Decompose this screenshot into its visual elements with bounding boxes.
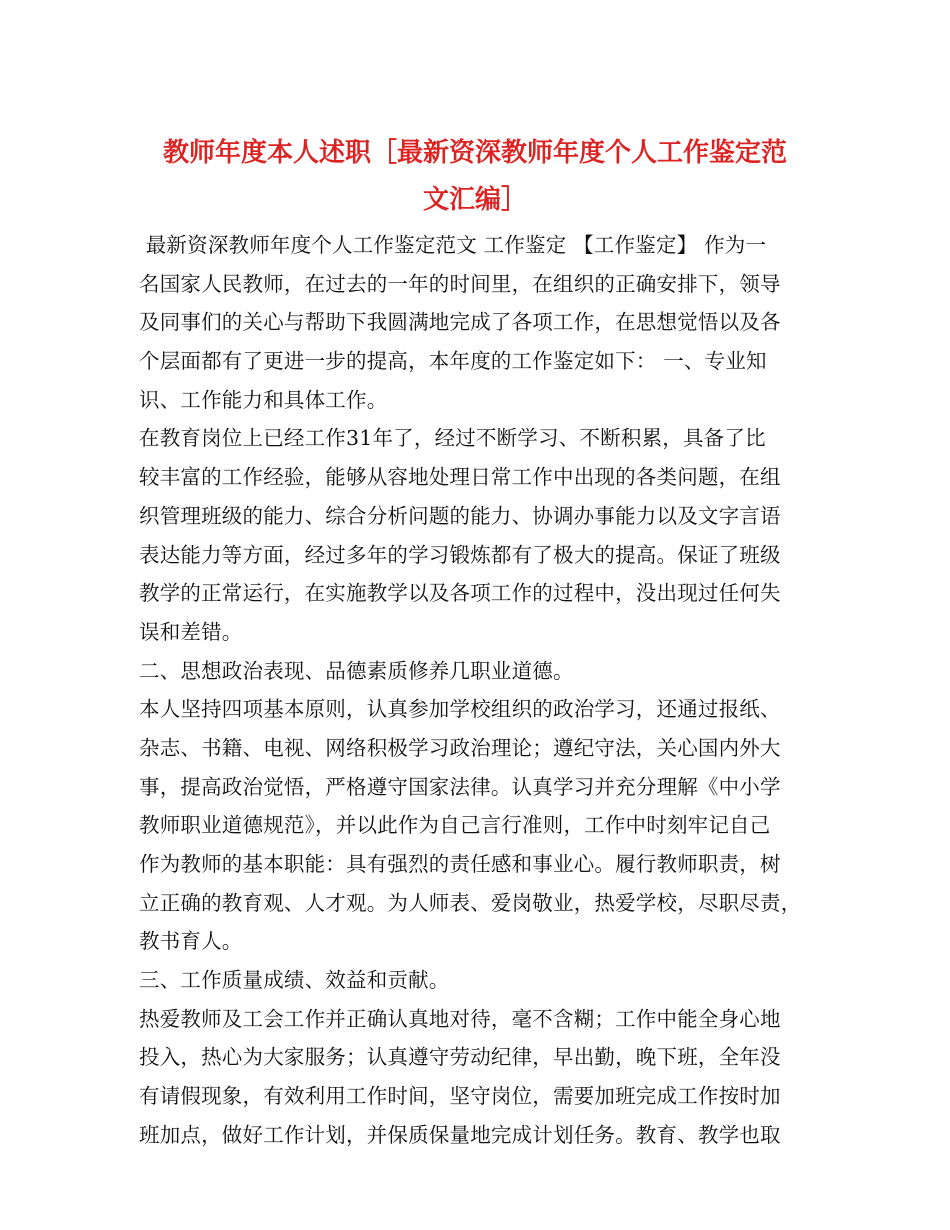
text-line: 热爱教师及工会工作并正确认真地对待，毫不含糊；工作中能全身心地	[139, 1006, 781, 1031]
section-heading-3	[139, 961, 819, 1000]
text-line: 及同事们的关心与帮助下我圆满地完成了各项工作，在思想觉悟以及各	[139, 310, 781, 335]
text-line: 作为教师的基本职能：具有强烈的责任感和事业心。履行教师职责，树	[139, 852, 781, 876]
paragraph-political	[139, 690, 819, 961]
text-line: 教书育人。	[139, 929, 243, 954]
text-line: 杂志、书籍、电视、网络积极学习政治理论；遵纪守法，关心国内外大	[139, 735, 781, 760]
paragraph-experience	[139, 419, 819, 651]
text-line: 名国家人民教师，在过去的一年的时间里，在组织的正确安排下，领导	[139, 271, 781, 296]
text-line: 最新资深教师年度个人工作鉴定范文 工作鉴定 【工作鉴定】 作为一	[139, 233, 767, 257]
text-line: 较丰富的工作经验，能够从容地处理日常工作中出现的各类问题，在组	[139, 465, 781, 490]
paragraph-work-quality	[139, 1000, 819, 1155]
text-line: 二、思想政治表现、品德素质修养几职业道德。	[139, 658, 574, 683]
text-line: 班加点，做好工作计划，并保质保量地完成计划任务。教育、教学也取	[139, 1122, 781, 1147]
text-line: 教师职业道德规范》，并以此作为自己言行准则，工作中时刻牢记自己	[139, 813, 771, 838]
text-line: 在教育岗位上已经工作31年了，经过不断学习、不断积累，具备了比	[139, 426, 766, 451]
text-line: 织管理班级的能力、综合分析问题的能力、协调办事能力以及文字言语	[139, 503, 781, 528]
text-line: 立正确的教育观、人才观。为人师表、爱岗敬业，热爱学校，尽职尽责，	[139, 890, 802, 915]
text-line: 识、工作能力和具体工作。	[139, 387, 388, 412]
paragraph-intro	[139, 226, 819, 419]
document-title-line-1: 教师年度本人述职［最新资深教师年度个人工作鉴定范	[162, 138, 787, 168]
text-line: 事，提高政治觉悟，严格遵守国家法律。认真学习并充分理解《中小学	[139, 774, 781, 799]
text-line: 教学的正常运行，在实施教学以及各项工作的过程中，没出现过任何失	[139, 581, 781, 606]
document-title-line-2: 文汇编］	[422, 185, 527, 215]
text-line: 有请假现象，有效利用工作时间，坚守岗位，需要加班完成工作按时加	[139, 1084, 781, 1109]
text-line: 本人坚持四项基本原则，认真参加学校组织的政治学习，还通过报纸、	[139, 697, 781, 722]
text-line: 投入，热心为大家服务；认真遵守劳动纪律，早出勤，晚下班，全年没	[139, 1045, 781, 1070]
document-body	[139, 226, 819, 1155]
text-line: 三、工作质量成绩、效益和贡献。	[139, 968, 450, 993]
section-heading-2	[139, 652, 819, 691]
text-line: 表达能力等方面，经过多年的学习锻炼都有了极大的提高。保证了班级	[139, 542, 781, 567]
text-line: 误和差错。	[139, 619, 243, 644]
text-line: 个层面都有了更进一步的提高，本年度的工作鉴定如下： 一、专业知	[139, 349, 767, 374]
